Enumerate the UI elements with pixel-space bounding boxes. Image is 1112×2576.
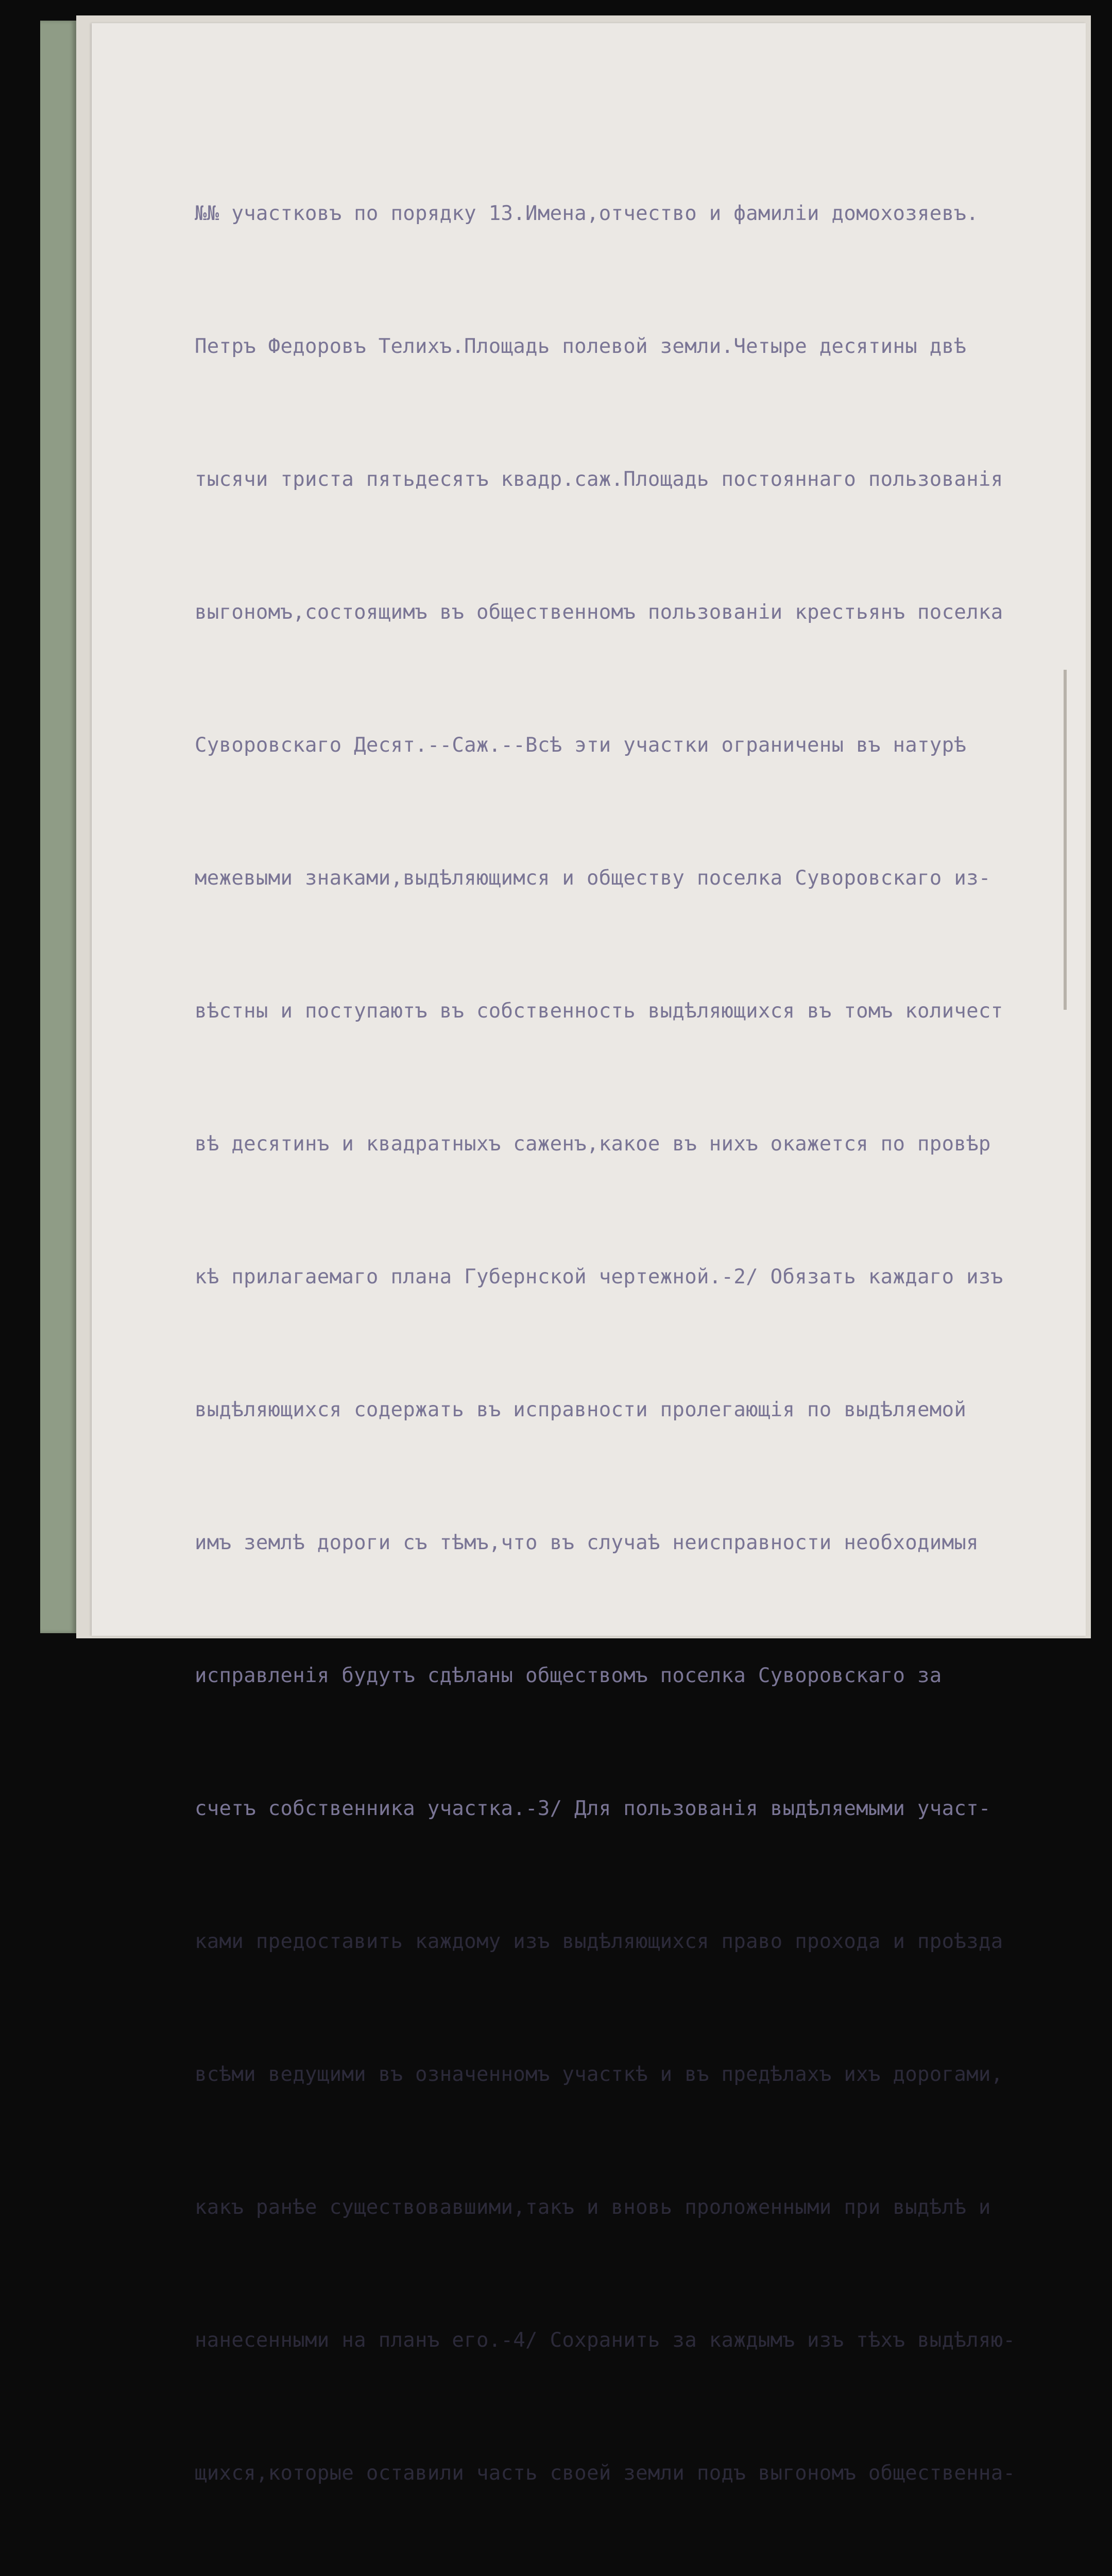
text-line: счетъ собственника участка.-3/ Для пользованiя выдѣляемыми участ- <box>195 1797 991 1820</box>
text-line: всѣми ведущими въ означенномъ участкѣ и въ предѣлахъ ихъ дорогами, <box>195 2063 1003 2086</box>
text-line: вѣстны и поступаютъ въ собственность выдѣляющихся въ томъ количест <box>195 999 1003 1023</box>
text-line: щихся,которые оставили часть своей земли подъ выгономъ общественна- <box>195 2462 1016 2485</box>
text-line: кѣ прилагаемаго плана Губернской чертежной.-2/ Обязать каждаго изъ <box>195 1265 1003 1289</box>
text-line: выдѣляющихся содержать въ исправности пролегающiя по выдѣляемой <box>195 1398 967 1421</box>
typed-text <box>195 103 1070 2576</box>
text-line: ками предоставить каждому изъ выдѣляющихся право прохода и проѣзда <box>195 1930 1003 1953</box>
text-line: Петръ Федоровъ Телихъ.Площадь полевой земли.Четыре десятины двѣ <box>195 335 967 358</box>
text-line: выгономъ,состоящимъ въ общественномъ пользованiи крестьянъ поселка <box>195 601 1003 624</box>
text-line: Суворовскаго Десят.--Саж.--Всѣ эти участки ограничены въ натурѣ <box>195 734 967 757</box>
text-line: №№ участковъ по порядку 13.Имена,отчество и фамилiи домохозяевъ. <box>195 202 979 225</box>
text-line: исправленiя будутъ сдѣланы обществомъ поселка Суворовскаго за <box>195 1664 942 1687</box>
binding-strip <box>40 21 76 1633</box>
text-line: имъ землѣ дороги съ тѣмъ,что въ случаѣ неисправности необходимыя <box>195 1531 979 1554</box>
text-line: вѣ десятинъ и квадратныхъ саженъ,какое въ нихъ окажется по провѣр <box>195 1132 991 1156</box>
text-line: межевыми знаками,выдѣляющимся и обществу поселка Суворовскаго из- <box>195 867 991 890</box>
text-line: тысячи триста пятьдесятъ квадр.саж.Площадь постояннаго пользованiя <box>195 468 1003 491</box>
text-line: нанесенными на планъ его.-4/ Сохранить за каждымъ изъ тѣхъ выдѣляю- <box>195 2329 1016 2352</box>
text-line: какъ ранѣе существовавшими,такъ и вновь проложенными при выдѣлѣ и <box>195 2196 991 2219</box>
